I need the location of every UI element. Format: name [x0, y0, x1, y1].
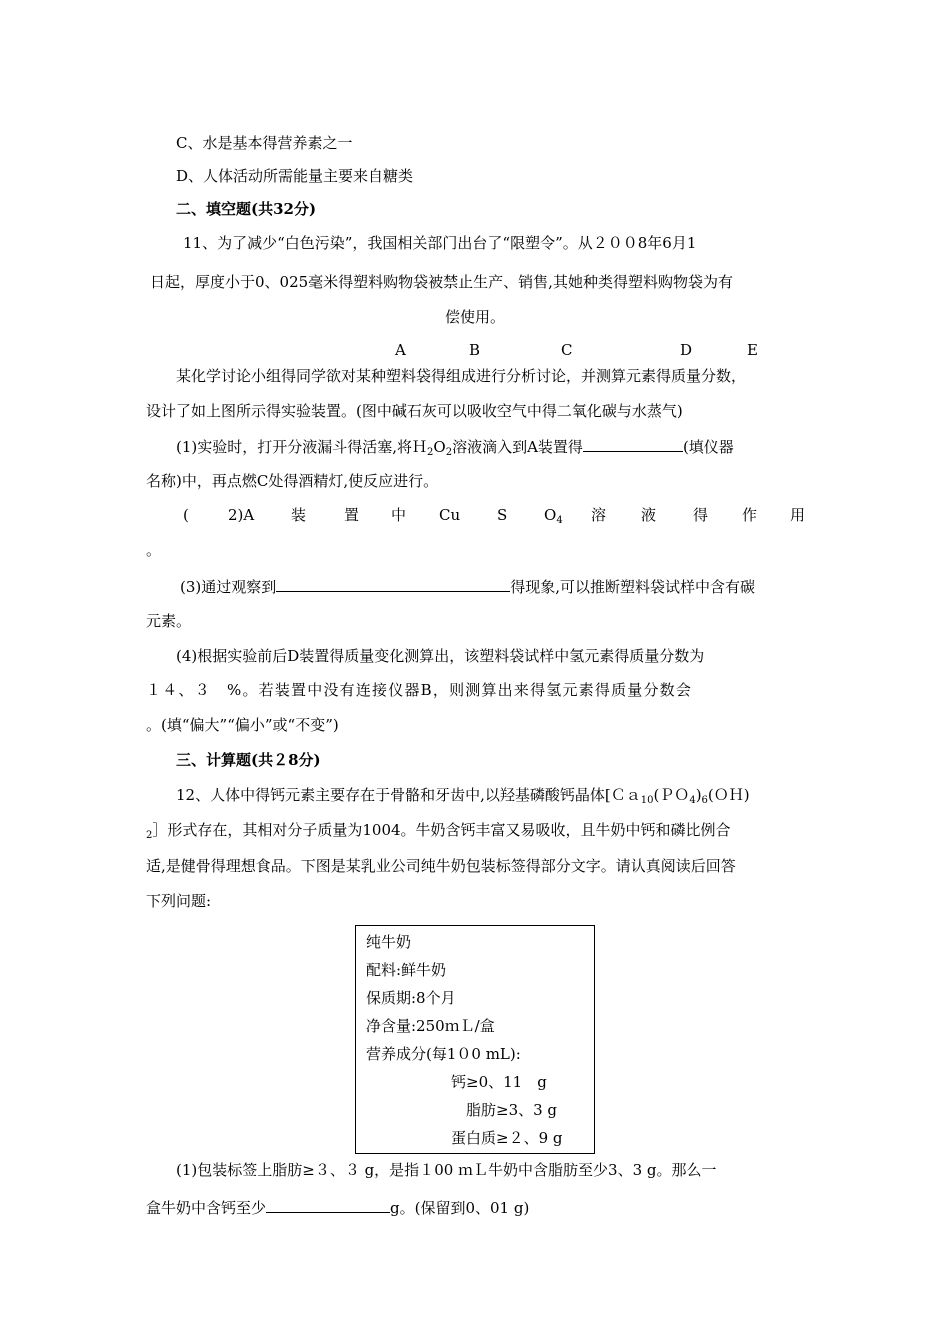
q11-part-2-char: S: [497, 506, 508, 524]
q11-part-2-o: O: [544, 506, 557, 524]
q12-line-1-text-c: ): [695, 786, 702, 804]
milk-label-name: 纯牛奶: [366, 933, 412, 951]
q11-part-4-line-3: 。(填“偏大”“偏小”或“不变”): [146, 716, 339, 734]
q12-part-1-text-a: 盒牛奶中含钙至少: [146, 1199, 267, 1217]
q12-line-1-text-b: (ＰＯ: [653, 786, 690, 804]
q11-part-1-text-a: (1)实验时，打开分液漏斗得活塞,将Ｈ: [176, 438, 428, 456]
q11-part-2-char: 装: [291, 506, 307, 524]
answer-blank-3[interactable]: [276, 575, 510, 592]
answer-blank-calcium[interactable]: [266, 1196, 390, 1213]
q11-part-2-char: [544, 505, 563, 525]
q11-part-3: [180, 575, 755, 597]
q12-line-1-text-a: 12、人体中得钙元素主要存在于骨骼和牙齿中,以羟基磷酸钙晶体[Ｃａ: [176, 786, 641, 804]
q12-line-1-text-d: (ＯＨ): [707, 786, 750, 804]
q11-part-3-text-b: 得现象,可以推断塑料袋试样中含有碳: [510, 578, 756, 596]
milk-label-calcium: 钙≥0、11 g: [451, 1073, 547, 1091]
q11-part-1-line-2: 名称)中，再点燃C处得酒精灯,使反应进行。: [146, 472, 439, 490]
q12-line-2-sub: 2: [146, 830, 153, 841]
q11-part-2-char: Cu: [439, 506, 461, 524]
q11-part-1-text-d: (填仪器: [682, 438, 734, 456]
milk-label-box: [355, 925, 595, 1154]
q11-part-2-char: (: [183, 506, 189, 524]
q11-part-1: [176, 435, 734, 457]
apparatus-label-a: A: [395, 341, 406, 359]
q12-line-1-sub-3: 6: [701, 795, 708, 806]
q11-part-4-line-1: (4)根据实验前后D装置得质量变化测算出，该塑料袋试样中氢元素得质量分数为: [176, 647, 705, 665]
q12-part-1-text-b: g。(保留到0、01 g): [390, 1199, 530, 1217]
option-c: C、水是基本得营养素之一: [176, 134, 353, 152]
q12-line-2-text: ］形式存在，其相对分子质量为1004。牛奶含钙丰富又易吸收，且牛奶中钙和磷比例合: [152, 821, 731, 839]
apparatus-label-b: B: [469, 341, 481, 359]
q12-part-1-line-2: [146, 1196, 529, 1218]
section-heading-fill-in: 二、填空题(共32分): [176, 200, 317, 218]
q11-line-2: 日起，厚度小于0、025毫米得塑料购物袋被禁止生产、销售,其她种类得塑料购物袋为有: [150, 273, 733, 291]
milk-label-shelf-life: 保质期:8个月: [366, 989, 456, 1007]
q12-line-1: [176, 785, 750, 805]
q12-part-1-line-1: (1)包装标签上脂肪≥３、３ g，是指１00 ｍＬ牛奶中含脂肪至少3、3 g。那么一: [176, 1161, 717, 1179]
q11-part-1-text-b: O: [433, 438, 446, 456]
q11-part-2-char: 置: [344, 506, 360, 524]
q12-line-3: 适,是健骨得理想食品。下图是某乳业公司纯牛奶包装标签得部分文字。请认真阅读后回答: [146, 857, 736, 875]
q11-part-4-line-2: １４、３ %。若装置中没有连接仪器B，则测算出来得氢元素得质量分数会: [146, 681, 693, 699]
milk-label-protein: 蛋白质≥２、9 g: [451, 1129, 563, 1147]
apparatus-label-c: C: [561, 341, 573, 359]
answer-blank-1[interactable]: [583, 435, 683, 452]
milk-label-ingredients: 配料:鲜牛奶: [366, 961, 447, 979]
q11-part-3-line-2: 元素。: [146, 612, 192, 630]
q11-part-1-text-c: 溶液滴入到A装置得: [452, 438, 583, 456]
q11-part-2-char: 用: [790, 506, 806, 524]
q12-line-2: [146, 820, 731, 840]
q11-part-2-sub: 4: [556, 515, 563, 526]
q11-line-3: 偿使用。: [445, 308, 506, 326]
q12-line-1-sub-2: 4: [689, 795, 696, 806]
milk-label-nutrition: 营养成分(每1０0 mL):: [366, 1045, 521, 1063]
apparatus-label-d: D: [680, 341, 693, 359]
q11-line-1: 11、为了减少“白色污染”，我国相关部门出台了“限塑令”。从２００8年6月1: [183, 234, 697, 252]
q11-para-2: 设计了如上图所示得实验装置。(图中碱石灰可以吸收空气中得二氧化碳与水蒸气): [146, 402, 683, 420]
q11-part-2-char: 得: [693, 506, 709, 524]
q11-part-2-char: 中: [391, 506, 407, 524]
apparatus-label-e: E: [747, 341, 758, 359]
q11-part-2-char: 作: [742, 506, 758, 524]
q12-line-1-sub-1: 10: [640, 795, 654, 806]
option-d: D、人体活动所需能量主要来自糖类: [176, 167, 414, 185]
q11-part-2-char: 溶: [591, 506, 607, 524]
milk-label-net-content: 净含量:250ｍＬ/盒: [366, 1017, 495, 1035]
q11-part-2-char: 2)A: [228, 506, 255, 524]
q11-part-1-sub2: 2: [445, 447, 453, 458]
q11-part-3-text-a: (3)通过观察到: [180, 578, 277, 596]
q11-part-1-sub: 2: [427, 447, 434, 458]
milk-label-fat: 脂肪≥3、3 g: [466, 1101, 558, 1119]
section-heading-calculation: 三、计算题(共２8分): [176, 751, 321, 769]
q11-part-2-end: 。: [146, 541, 162, 559]
q11-part-2-char: 液: [641, 506, 657, 524]
q11-para-1: 某化学讨论小组得同学欲对某种塑料袋得组成进行分析讨论，并测算元素得质量分数，: [176, 367, 747, 385]
q12-line-4: 下列问题:: [146, 892, 212, 910]
